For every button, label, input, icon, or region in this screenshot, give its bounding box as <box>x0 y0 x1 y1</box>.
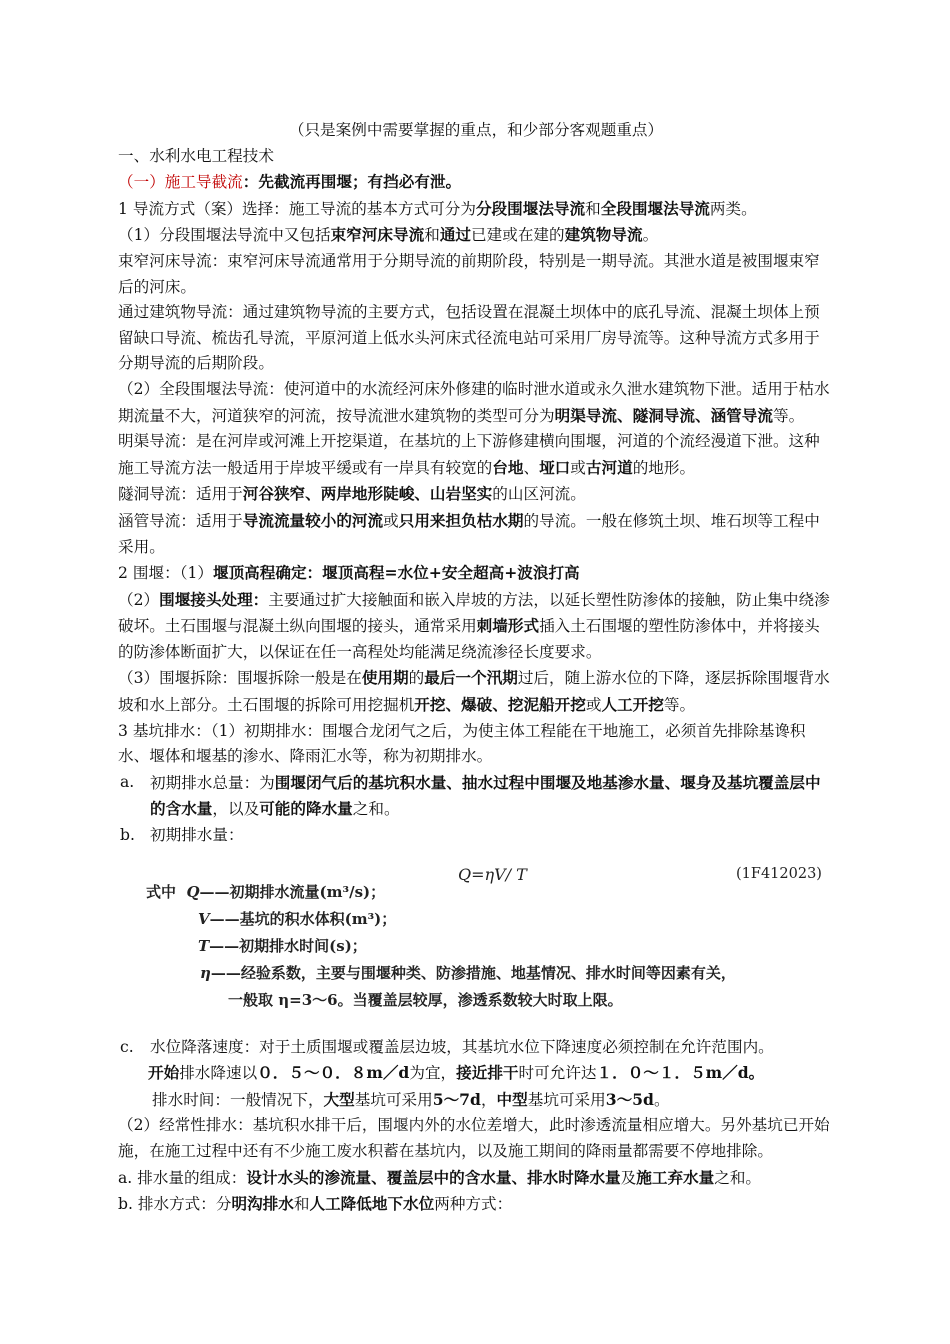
list-item-drainage-total <box>118 770 834 823</box>
list-body: 初期排水量： <box>150 826 244 845</box>
para-structure-diversion: 通过建筑物导流：通过建筑物导流的主要方式，包括设置在混凝土坝体中的底孔导流、混凝土坝体上预留缺口导流、梳齿孔导流，平原河道上低水头河床式径流电站可采用厂房导流等。这种导流方式多用于分期导流的后期阶段。 <box>118 303 820 373</box>
text: 两种方式： <box>434 1195 513 1214</box>
bold-text: 人工降低地下水位 <box>309 1194 435 1214</box>
bold-text: 使用期 <box>361 668 409 688</box>
text: 插入土石围堰的塑性防渗体中，并将接头的防渗体断面扩大，以保证在任一高程处均能满足绕流渗径长度要求。 <box>118 617 820 661</box>
formula-equation: Q=ηV/ T <box>458 864 527 884</box>
bold-text: 明渠导流、隧洞导流、涵管导流 <box>554 405 773 425</box>
text: 已建或在建的 <box>471 226 565 245</box>
text: 排水时间：一般情况下， <box>152 1090 324 1109</box>
formula-image <box>138 857 834 1027</box>
text: 。 <box>653 1090 670 1109</box>
bold-text: 堰顶高程确定：堰顶高程=水位+安全超高+波浪打高 <box>212 563 580 583</box>
text: 基坑可采用 <box>354 1090 433 1109</box>
text: b. 排水方式：分 <box>118 1195 232 1214</box>
text: 过后，随上游水位的下降，逐层拆除围堰背水坡和水上部分。土石围堰的拆除可用挖掘机 <box>118 669 830 715</box>
bold-text: 建筑物导流 <box>564 225 643 245</box>
bold-text: 分段围堰法导流 <box>475 198 586 218</box>
bold-text: 最后一个汛期 <box>424 668 518 688</box>
text: （1）分段围堰法导流中又包括 <box>118 226 331 245</box>
para-diversion-methods <box>118 196 834 223</box>
bold-text: 开挖、爆破、挖泥船开挖 <box>414 695 586 715</box>
bold-text: 通过 <box>439 225 472 245</box>
bold-text: 导流流量较小的河流 <box>242 510 384 530</box>
bold-text: 围堰接头处理： <box>159 589 269 609</box>
para-narrowed-riverbed: 束窄河床导流：束窄河床导流通常用于分期导流的前期阶段，特别是一期导流。其泄水道是被围堰束窄后的河床。 <box>118 251 820 296</box>
list-marker: b. <box>120 826 135 845</box>
text: ——初期排水流量(m³/s)； <box>199 882 386 901</box>
text: a. 排水量的组成： <box>118 1168 247 1187</box>
text: ，以及 <box>212 800 260 819</box>
text: 时可允许达 <box>518 1064 597 1083</box>
para-drainage-methods <box>118 1191 834 1218</box>
text: ， <box>480 1090 497 1109</box>
bold-text: 可能的降水量 <box>259 799 353 819</box>
text: 和 <box>424 226 440 245</box>
list-body: 水位降落速度：对于土质围堰或覆盖层边坡，其基坑水位下降速度必须控制在允许范围内。 <box>150 1037 774 1056</box>
formula-def-v <box>198 906 396 933</box>
bold-text: 只用来担负枯水期 <box>398 510 524 530</box>
text: 式中 <box>146 882 177 901</box>
text: 主要通过扩大接触面和嵌入岸坡的方法，以延长塑性防渗体的接触，防止集中绕渗破坏。土石围堰与混凝土纵向围堰的接头，通常采用 <box>118 590 830 636</box>
list-item-water-level-drop <box>118 1035 834 1061</box>
text: 明渠导流：是在河岸或河滩上开挖渠道，在基坑的上下游修建横向围堰，河道的个流经漫道下泄。这种施工导流方法一般适用于岸坡平缓或有一岸具有较宽的 <box>118 432 820 477</box>
bold-text: 古河道 <box>585 457 633 477</box>
bold-text: 全段围堰法导流 <box>600 198 710 218</box>
text: 、 <box>523 458 540 477</box>
text: 和 <box>585 199 601 218</box>
text: 基坑可采用 <box>527 1090 606 1109</box>
bold-text: 台地 <box>492 457 524 477</box>
list-marker: a. <box>120 772 135 791</box>
section-diversion-closure <box>118 169 834 196</box>
symbol: T <box>198 936 210 955</box>
text: 的导流。一般在修筑土坝、堆石坝等工程中采用。 <box>118 511 820 556</box>
text: ——基坑的积水体积(m³)； <box>209 909 397 928</box>
text: （3）围堰拆除：围堰拆除一般是在 <box>118 669 362 688</box>
para-culvert <box>118 508 834 560</box>
text: （2）全段围堰法导流：使河道中的水流经河床外修建的临时泄水道或永久泄水建筑物下泄。适用于枯水期流量不大，河道狭窄的河流，按导流泄水建筑物的类型可分为 <box>118 379 830 425</box>
text: ——初期排水时间(s)； <box>209 936 367 955</box>
text: 的地形。 <box>632 458 696 477</box>
formula-number: (1F412023) <box>736 865 822 882</box>
bold-text: 垭口 <box>539 457 571 477</box>
bold-text: 设计水头的渗流量、覆盖层中的含水量、排水时降水量 <box>246 1167 621 1187</box>
text: 的 <box>408 669 425 688</box>
bold-text: 5～7d <box>432 1089 481 1109</box>
text: 。 <box>642 226 659 245</box>
text: （2） <box>118 590 160 609</box>
para-drainage-time <box>118 1087 834 1114</box>
bold-text: 中型 <box>496 1089 528 1109</box>
text: 两类。 <box>709 199 757 218</box>
text: 涵管导流：适用于 <box>118 511 243 530</box>
para-cofferdam-crest <box>118 560 834 587</box>
text: 隧洞导流：适用于 <box>118 485 243 504</box>
bold-text: 人工开挖 <box>601 695 664 715</box>
text: 之和。 <box>714 1168 762 1187</box>
text: 2 围堰：（1） <box>118 564 213 583</box>
section-motto: 先截流再围堰；有挡必有泄。 <box>258 172 462 192</box>
para-drainage-composition <box>118 1165 834 1192</box>
formula-def-t <box>198 933 367 960</box>
para-cofferdam-removal <box>118 665 834 718</box>
para-full-cofferdam <box>118 377 834 429</box>
text: 或 <box>383 511 399 530</box>
text: 等。 <box>663 696 696 715</box>
bold-text: 束窄河床导流 <box>330 225 425 245</box>
text: 之和。 <box>352 800 400 819</box>
symbol: Q <box>186 882 200 901</box>
text: 或 <box>570 458 586 477</box>
para-regular-drainage: （2）经常性排水：基坑积水排干后，围堰内外的水位差增大，此时渗透流量相应增大。另外基坑已开始施，在施工过程中还有不少施工废水积蓄在基坑内，以及施工期间的降雨量都需要不停地排除。 <box>118 1116 830 1160</box>
para-cofferdam-joint <box>118 587 834 666</box>
para-drop-rate <box>118 1060 834 1087</box>
document-page <box>118 118 834 1218</box>
bold-text: 3～5d <box>605 1089 654 1109</box>
heading-hydraulic-engineering: 一、水利水电工程技术 <box>118 146 274 165</box>
formula-def-q <box>146 879 385 906</box>
bold-text: 明沟排水 <box>231 1194 294 1214</box>
bold-text: 刺墙形式 <box>476 616 540 636</box>
text: ——经验系数，主要与围堰种类、防渗措施、地基情况、排水时间等因素有关， <box>210 963 736 982</box>
list-body <box>150 770 834 823</box>
bold-text: ０．５～０．８m／d <box>257 1063 410 1083</box>
document-subtitle: （只是案例中需要掌握的重点，和少部分客观题重点） <box>288 121 664 139</box>
text: 及 <box>620 1168 637 1187</box>
list-item-drainage-rate <box>118 823 834 849</box>
bold-text: 施工弃水量 <box>636 1167 715 1187</box>
list-marker: c. <box>120 1037 134 1056</box>
text: 初期排水总量：为 <box>150 773 275 792</box>
formula-def-eta-range: 一般取 η=3～6。当覆盖层较厚，渗透系数较大时取上限。 <box>228 990 623 1009</box>
para-tunnel <box>118 481 834 508</box>
section-colon: ： <box>242 172 259 192</box>
text: 等。 <box>772 406 805 425</box>
text: 1 导流方式（案）选择：施工导流的基本方式可分为 <box>118 199 476 218</box>
section-label: （一）施工导截流 <box>118 173 243 192</box>
text: 排水降速以 <box>179 1064 258 1083</box>
symbol: η <box>200 963 211 982</box>
bold-text: 开始 <box>148 1063 180 1083</box>
formula-def-eta <box>200 960 736 987</box>
para-open-channel <box>118 429 834 481</box>
text: 或 <box>585 696 602 715</box>
text: 和 <box>293 1195 310 1214</box>
text: 的山区河流。 <box>492 485 586 504</box>
symbol: V <box>198 909 210 928</box>
bold-text: １．０～１．５m／d。 <box>596 1063 765 1083</box>
para-staged-cofferdam <box>118 222 834 249</box>
text: 为宜， <box>409 1064 457 1083</box>
para-initial-drainage: 3 基坑排水：（1）初期排水：围堰合龙闭气之后，为使主体工程能在干地施工，必须首先排除基谗积水、堰体和堰基的渗水、降雨汇水等，称为初期排水。 <box>118 721 806 766</box>
bold-text: 接近排干 <box>456 1063 519 1083</box>
bold-text: 河谷狭窄、两岸地形陡峻、山岩坚实 <box>242 484 493 504</box>
bold-text: 围堰闭气后的基坑积水量、抽水过程中围堰及地基渗水量、堰身及基坑覆盖层中的含水量 <box>150 772 821 819</box>
bold-text: 大型 <box>323 1089 355 1109</box>
